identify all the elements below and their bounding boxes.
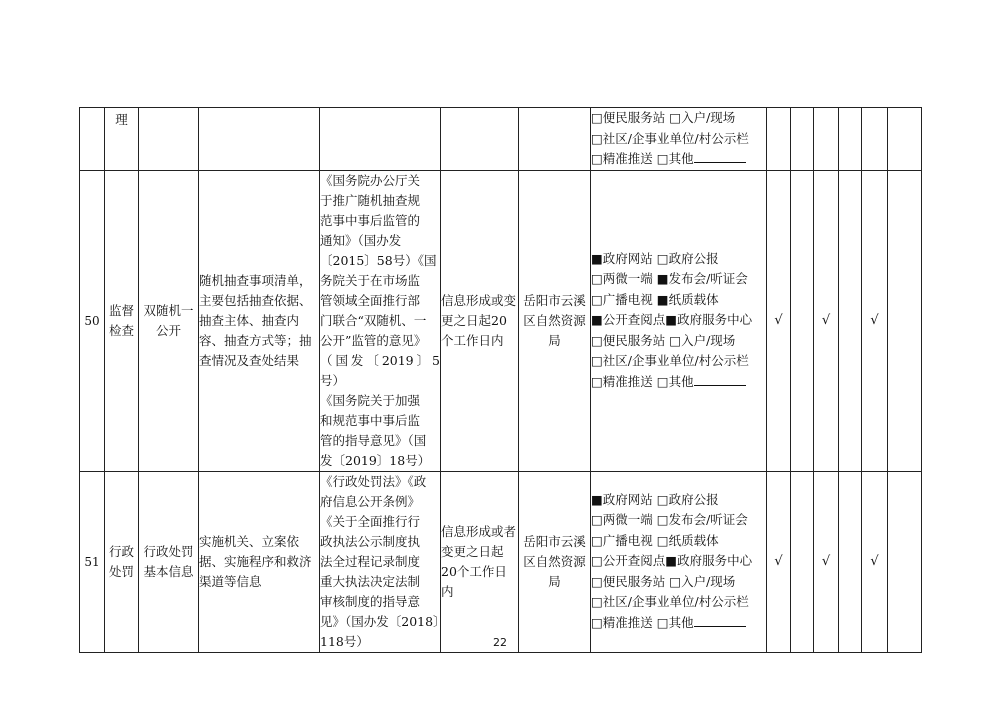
content-cell: 随机抽查事项清单，主要包括抽查依据、抽查主体、抽查内容、抽查方式等；抽查情况及查处结果 <box>199 170 320 471</box>
channels-cell <box>591 471 767 652</box>
channels-cell <box>591 170 767 471</box>
item-cell: 行政处罚 基本信息 <box>139 471 199 652</box>
tick-cell <box>839 108 862 171</box>
time-limit-cell <box>441 108 519 171</box>
subject-cell: 岳阳市云溪区自然资源局 <box>519 471 591 652</box>
page-number: 22 <box>493 636 507 649</box>
table-body <box>80 108 922 653</box>
basis-line: 范事中事后监管的 <box>320 212 421 228</box>
tick-cell <box>839 471 862 652</box>
tick-cell <box>791 108 814 171</box>
content-cell: 实施机关、立案依据、实施程序和救济渠道等信息 <box>199 471 320 652</box>
tick-cell: √ <box>767 471 791 652</box>
tick-cell <box>888 108 922 171</box>
basis-line: 务院关于在市场监 <box>320 272 421 288</box>
table-row <box>80 471 922 652</box>
basis-line: 〔2015〕58号）《国 <box>320 252 437 268</box>
blank-underline <box>694 613 746 627</box>
blank-underline <box>694 372 746 386</box>
basis-line: 政执法公示制度执 <box>320 533 421 549</box>
tick-cell <box>791 170 814 471</box>
basis-line: 《关于全面推行行 <box>320 513 421 529</box>
basis-line: 《国务院关于加强 <box>320 392 421 408</box>
category-cell: 行政 处罚 <box>105 471 139 652</box>
basis-line: 发〔2019〕18号） <box>320 452 431 468</box>
channel-line: ■公开查阅点■政府服务中心 <box>591 312 753 328</box>
channel-line: □社区/企事业单位/村公示栏 <box>591 353 749 369</box>
channel-line: □便民服务站 □入户/现场 <box>591 110 736 125</box>
tick-cell: √ <box>814 471 839 652</box>
basis-line: （国发〔2019〕5号） <box>320 352 440 388</box>
channel-line: □社区/企事业单位/村公示栏 <box>591 130 749 146</box>
channel-line: ■政府网站 □政府公报 <box>591 250 719 266</box>
basis-line: 门联合“双随机、一 <box>320 312 427 328</box>
channel-line: □便民服务站 □入户/现场 <box>591 573 736 589</box>
content-cell <box>199 108 320 171</box>
basis-line: 和规范事中事后监 <box>320 412 421 428</box>
tick-cell: √ <box>814 170 839 471</box>
basis-line: 府信息公开条例》 <box>320 493 421 509</box>
disclosure-table <box>79 107 922 653</box>
tick-cell: √ <box>862 471 888 652</box>
tick-cell <box>862 108 888 171</box>
basis-line: 法全过程记录制度 <box>320 553 421 569</box>
basis-line: 《国务院办公厅关 <box>320 172 421 188</box>
row-number-cell: 51 <box>80 471 105 652</box>
channel-line: □两微一端 □发布会/听证会 <box>591 512 748 528</box>
table-row <box>80 108 922 171</box>
channel-line: □广播电视 □纸质载体 <box>591 532 719 548</box>
subject-cell <box>519 108 591 171</box>
tick-cell <box>814 108 839 171</box>
blank-underline <box>694 149 746 163</box>
channel-line: ■政府网站 □政府公报 <box>591 491 719 507</box>
channel-line: □精准推送 □其他 <box>591 372 766 393</box>
category-cell: 理 <box>105 108 139 171</box>
basis-line: 管领域全面推行部 <box>320 292 421 308</box>
item-cell <box>139 108 199 171</box>
basis-line: 公开”监管的意见》 <box>320 332 427 348</box>
basis-cell <box>320 170 441 471</box>
basis-line: 见》（国办发〔2018〕 <box>320 613 446 629</box>
basis-cell <box>320 108 441 171</box>
channel-line: □两微一端 ■发布会/听证会 <box>591 271 748 287</box>
tick-cell: √ <box>767 170 791 471</box>
tick-cell <box>888 170 922 471</box>
tick-cell <box>767 108 791 171</box>
basis-line: 审核制度的指导意 <box>320 593 421 609</box>
subject-cell: 岳阳市云溪区自然资源局 <box>519 170 591 471</box>
category-cell: 监督 检查 <box>105 170 139 471</box>
tick-cell <box>791 471 814 652</box>
row-number-cell <box>80 108 105 171</box>
time-limit-cell: 信息形成或变更之日起20个工作日内 <box>441 170 519 471</box>
tick-cell <box>839 170 862 471</box>
basis-line: 管的指导意见》（国 <box>320 432 427 448</box>
item-cell: 双随机一 公开 <box>139 170 199 471</box>
channel-line: □公开查阅点■政府服务中心 <box>591 553 753 569</box>
channel-line: □精准推送 □其他 <box>591 613 766 634</box>
basis-line: 《行政处罚法》《政 <box>320 473 427 489</box>
basis-line: 118号） <box>320 633 369 649</box>
basis-line: 通知》（国办发 <box>320 232 402 248</box>
basis-line: 重大执法决定法制 <box>320 573 421 589</box>
time-limit-cell: 信息形成或者变更之日起20个工作日内 <box>441 471 519 652</box>
basis-cell <box>320 471 446 652</box>
row-number-cell: 50 <box>80 170 105 471</box>
table-row <box>80 170 922 471</box>
channels-cell <box>591 108 767 171</box>
channel-line: □精准推送 □其他 <box>591 149 766 170</box>
tick-cell <box>888 471 922 652</box>
channel-line: □广播电视 ■纸质载体 <box>591 291 719 307</box>
channel-line: □社区/企事业单位/村公示栏 <box>591 594 749 610</box>
channel-line: □便民服务站 □入户/现场 <box>591 332 736 348</box>
tick-cell: √ <box>862 170 888 471</box>
basis-line: 于推广随机抽查规 <box>320 192 421 208</box>
